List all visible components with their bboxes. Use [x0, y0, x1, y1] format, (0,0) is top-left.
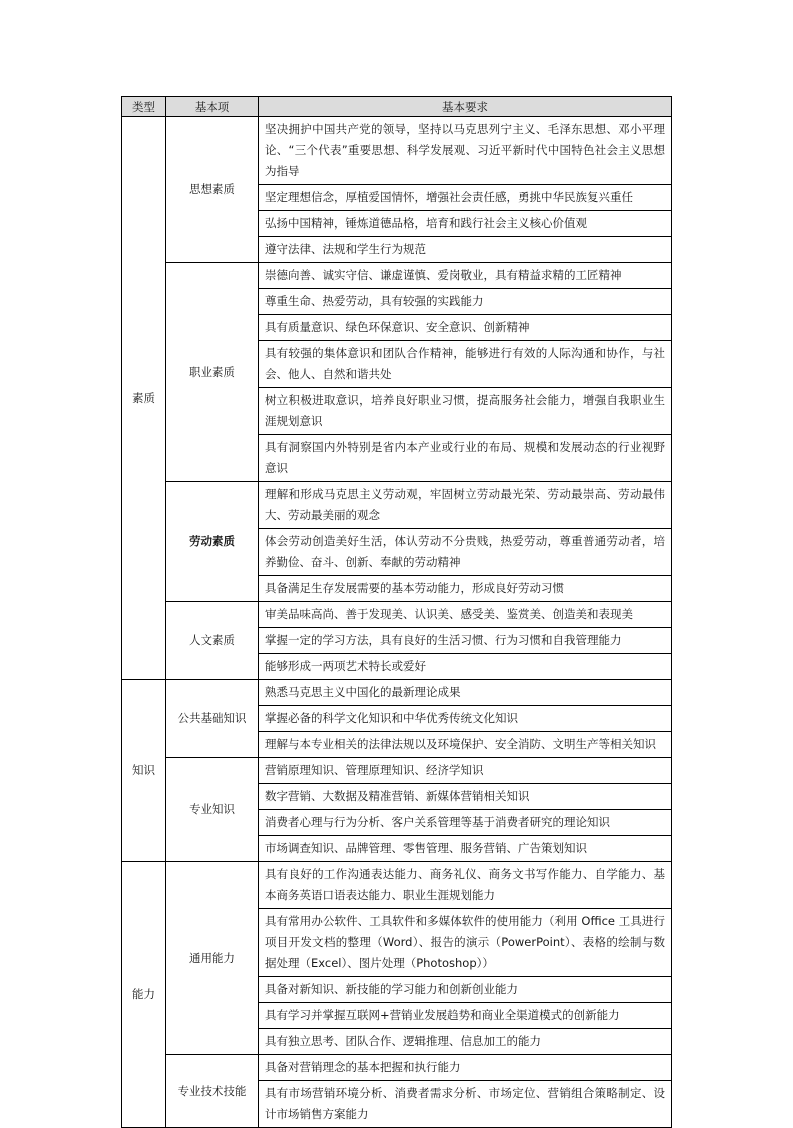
- requirement-cell: 具备满足生存发展需要的基本劳动能力，形成良好劳动习惯: [259, 576, 672, 602]
- requirement-cell: 具有学习并掌握互联网+营销业发展趋势和商业全渠道模式的创新能力: [259, 1003, 672, 1029]
- item-cell: 劳动素质: [166, 482, 259, 602]
- requirement-cell: 体会劳动创造美好生活，体认劳动不分贵贱，热爱劳动，尊重普通劳动者，培养勤俭、奋斗、创新、奉献的劳动精神: [259, 529, 672, 576]
- table-row: [122, 1055, 672, 1081]
- requirement-cell: 理解和形成马克思主义劳动观，牢固树立劳动最光荣、劳动最崇高、劳动最伟大、劳动最美丽的观念: [259, 482, 672, 529]
- requirement-cell: 具备对新知识、新技能的学习能力和创新创业能力: [259, 977, 672, 1003]
- item-cell: 专业技术技能: [166, 1055, 259, 1128]
- requirement-cell: 具有较强的集体意识和团队合作精神，能够进行有效的人际沟通和协作，与社会、他人、自然和谐共处: [259, 341, 672, 388]
- item-cell: 人文素质: [166, 602, 259, 680]
- requirement-cell: 具有市场营销环境分析、消费者需求分析、市场定位、营销组合策略制定、设计市场销售方案能力: [259, 1081, 672, 1128]
- requirement-cell: 具有常用办公软件、工具软件和多媒体软件的使用能力（利用 Office 工具进行项目开发文档的整理（Word）、报告的演示（PowerPoint）、表格的绘制与数据处理（Excel）、图片处理（Photoshop））: [259, 909, 672, 977]
- requirements-table: [121, 96, 672, 1128]
- table-row: [122, 862, 672, 909]
- category-cell: 知识: [122, 680, 166, 862]
- item-cell: 通用能力: [166, 862, 259, 1055]
- requirement-cell: 遵守法律、法规和学生行为规范: [259, 237, 672, 263]
- requirement-cell: 理解与本专业相关的法律法规以及环境保护、安全消防、文明生产等相关知识: [259, 732, 672, 758]
- item-cell: 职业素质: [166, 263, 259, 482]
- header-row: [122, 97, 672, 117]
- requirement-cell: 数字营销、大数据及精准营销、新媒体营销相关知识: [259, 784, 672, 810]
- requirement-cell: 掌握必备的科学文化知识和中华优秀传统文化知识: [259, 706, 672, 732]
- item-cell: 专业知识: [166, 758, 259, 862]
- requirement-cell: 能够形成一两项艺术特长或爱好: [259, 654, 672, 680]
- requirement-cell: 崇德向善、诚实守信、谦虚谨慎、爱岗敬业，具有精益求精的工匠精神: [259, 263, 672, 289]
- requirement-cell: 市场调查知识、品牌管理、零售管理、服务营销、广告策划知识: [259, 836, 672, 862]
- requirement-cell: 树立积极进取意识，培养良好职业习惯，提高服务社会能力，增强自我职业生涯规划意识: [259, 388, 672, 435]
- requirement-cell: 营销原理知识、管理原理知识、经济学知识: [259, 758, 672, 784]
- requirement-cell: 具有洞察国内外特别是省内本产业或行业的布局、规模和发展动态的行业视野意识: [259, 435, 672, 482]
- item-cell: 公共基础知识: [166, 680, 259, 758]
- item-cell: 思想素质: [166, 117, 259, 263]
- category-cell: 能力: [122, 862, 166, 1128]
- requirement-cell: 坚定理想信念，厚植爱国情怀，增强社会责任感，勇挑中华民族复兴重任: [259, 185, 672, 211]
- requirement-cell: 审美品味高尚、善于发现美、认识美、感受美、鉴赏美、创造美和表现美: [259, 602, 672, 628]
- requirement-cell: 具有质量意识、绿色环保意识、安全意识、创新精神: [259, 315, 672, 341]
- requirement-cell: 具有良好的工作沟通表达能力、商务礼仪、商务文书写作能力、自学能力、基本商务英语口语表达能力、职业生涯规划能力: [259, 862, 672, 909]
- table-row: [122, 117, 672, 185]
- table-row: [122, 680, 672, 706]
- category-cell: 素质: [122, 117, 166, 680]
- requirement-cell: 尊重生命、热爱劳动，具有较强的实践能力: [259, 289, 672, 315]
- table-row: [122, 482, 672, 529]
- requirement-cell: 具有独立思考、团队合作、逻辑推理、信息加工的能力: [259, 1029, 672, 1055]
- header-requirement: 基本要求: [259, 97, 672, 117]
- requirement-cell: 具备对营销理念的基本把握和执行能力: [259, 1055, 672, 1081]
- table-row: [122, 263, 672, 289]
- header-type: 类型: [122, 97, 166, 117]
- requirement-cell: 掌握一定的学习方法，具有良好的生活习惯、行为习惯和自我管理能力: [259, 628, 672, 654]
- header-item: 基本项: [166, 97, 259, 117]
- requirement-cell: 坚决拥护中国共产党的领导，坚持以马克思列宁主义、毛泽东思想、邓小平理论、“三个代表”重要思想、科学发展观、习近平新时代中国特色社会主义思想为指导: [259, 117, 672, 185]
- table-row: [122, 758, 672, 784]
- table-body: [122, 117, 672, 1128]
- requirement-cell: 消费者心理与行为分析、客户关系管理等基于消费者研究的理论知识: [259, 810, 672, 836]
- requirement-cell: 熟悉马克思主义中国化的最新理论成果: [259, 680, 672, 706]
- requirement-cell: 弘扬中国精神，锤炼道德品格，培育和践行社会主义核心价值观: [259, 211, 672, 237]
- table-row: [122, 602, 672, 628]
